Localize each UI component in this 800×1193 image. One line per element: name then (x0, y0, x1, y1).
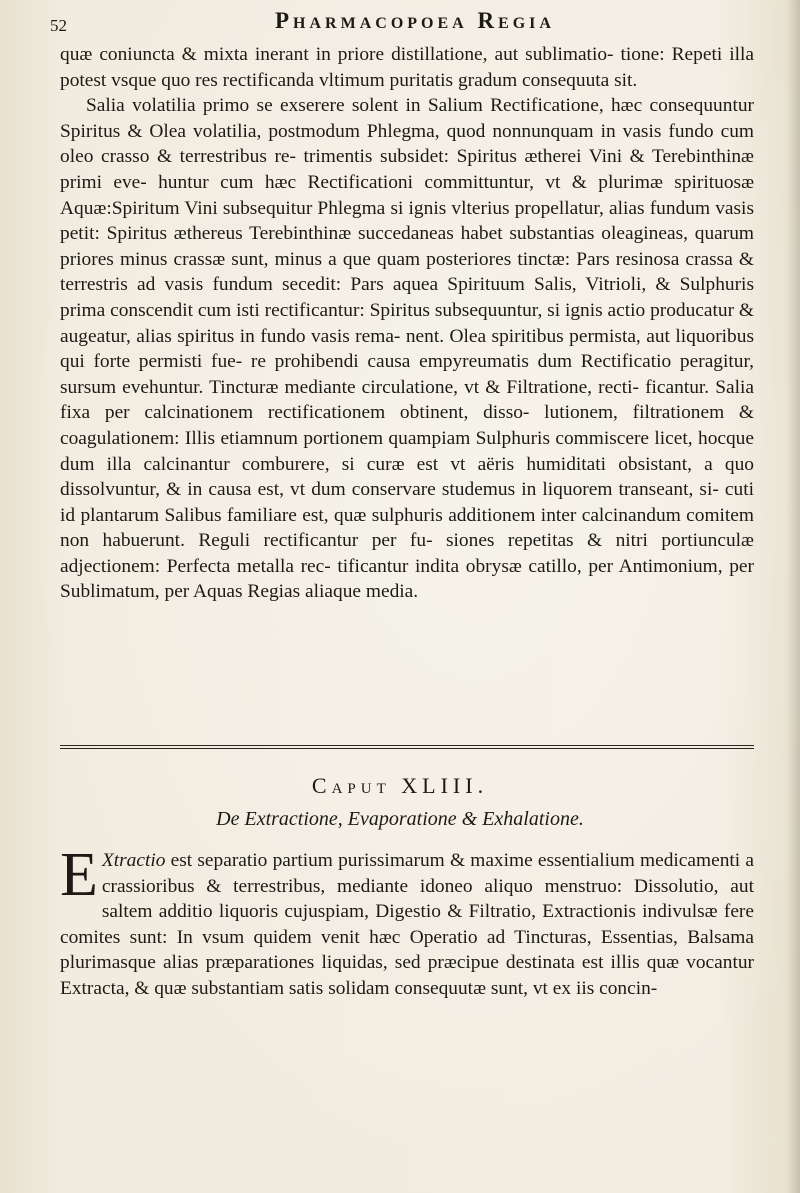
drop-initial: E (60, 841, 98, 909)
paragraph-continuation: quæ coniuncta & mixta inerant in priore distillatione, aut sublimatio- tione: Repeti illa potest vsque quo res rectificanda vltimum puritatis gradum consequuta sit. (60, 44, 754, 91)
lead-term: Xtractio (101, 850, 166, 871)
section-divider (60, 745, 754, 749)
page-header (50, 8, 750, 42)
page-number: 52 (50, 16, 67, 35)
paragraph-salia: Salia volatilia primo se exserere solent in Salium Rectificatione, hæc consequuntur Spiritus & Olea volatilia, postmodum Phlegma, quod nonnunquam in vasis fundo cum oleo crasso & terrestribus re- trimentis subsidet: Spiritus ætherei Vini & Terebinthinæ primi eve- huntur cum hæc Rectificationi committuntur, vt & plurimæ spirituosæ Aquæ:Spiritum Vini subsequitur Phlegma si ignis vlterius propellatur, alias fundum vasis petit: Spiritus æthereus Terebinthinæ succedaneas habet substantias oleagineas, quarum priores minus crassæ sunt, minus a que quam posteriores tinctæ: Pars resinosa crassa & terrestris ad vasis fundum secedit: Pars aquea Spirituum Salis, Vitrioli, & Sulphuris prima conscendit cum isti rectificantur: Spiritus subsequuntur, si ignis actio producatur & augeatur, alias spiritus in fundo vasis rema- nent. Olea spiritibus permista, aut liquoribus qui forte permisti fue- re prohibendi causa empyreumatis dum Rectificatio peragitur, sursum evehuntur. Tincturæ mediante circulatione, vt & Filtratione, recti- ficantur. Salia fixa per calcinationem rectificationem obtinent, disso- lutionem, filtrationem & coagulationem: Illis etiamnum portionem quampiam Sulphuris commiscere licet, hocque dum illa calcinantur comburere, si curæ est vt aëris humiditati obsistant, a quo dissolvuntur, & in causa est, vt dum conservare studemus in liquorem transeant, si- cuti id plantarum Salibus familiare est, quæ sulphuris additionem inter calcinandum comitem non habuerunt. Reguli rectificantur per fu- siones repetitas & nitri portiunculæ adjectionem: Perfecta metalla rec- tificantur indita obrysæ catillo, per Antimonium, per Sublimatum, per Aquas Regias aliaque media. (60, 95, 754, 603)
running-head: Pharmacopoea Regia (275, 8, 555, 33)
chapter-body-text: est separatio partium purissimarum & maxime essentialium medicamenti a crassioribus & terrestribus, mediante idoneo aliquo menstruo: Dissolutio, aut saltem additio liquoris cujuspiam, Digestio & Filtratio, Extractionis indivulsæ fere comites sunt: In vsum quidem venit hæc Operatio ad Tincturas, Essentias, Balsama plurimasque alias præparationes liquidas, sed præcipue destinata est illis quæ vocantur Extracta, & quæ substantiam satis solidam consequutæ sunt, vt ex iis concin- (60, 850, 754, 999)
chapter-subtitle: De Extractione, Evaporatione & Exhalatione. (216, 808, 584, 830)
chapter-body (60, 841, 754, 1002)
body-text (60, 42, 754, 605)
page-edge-shadow (786, 0, 800, 1193)
chapter-title: Caput XLIII. (311, 773, 489, 798)
